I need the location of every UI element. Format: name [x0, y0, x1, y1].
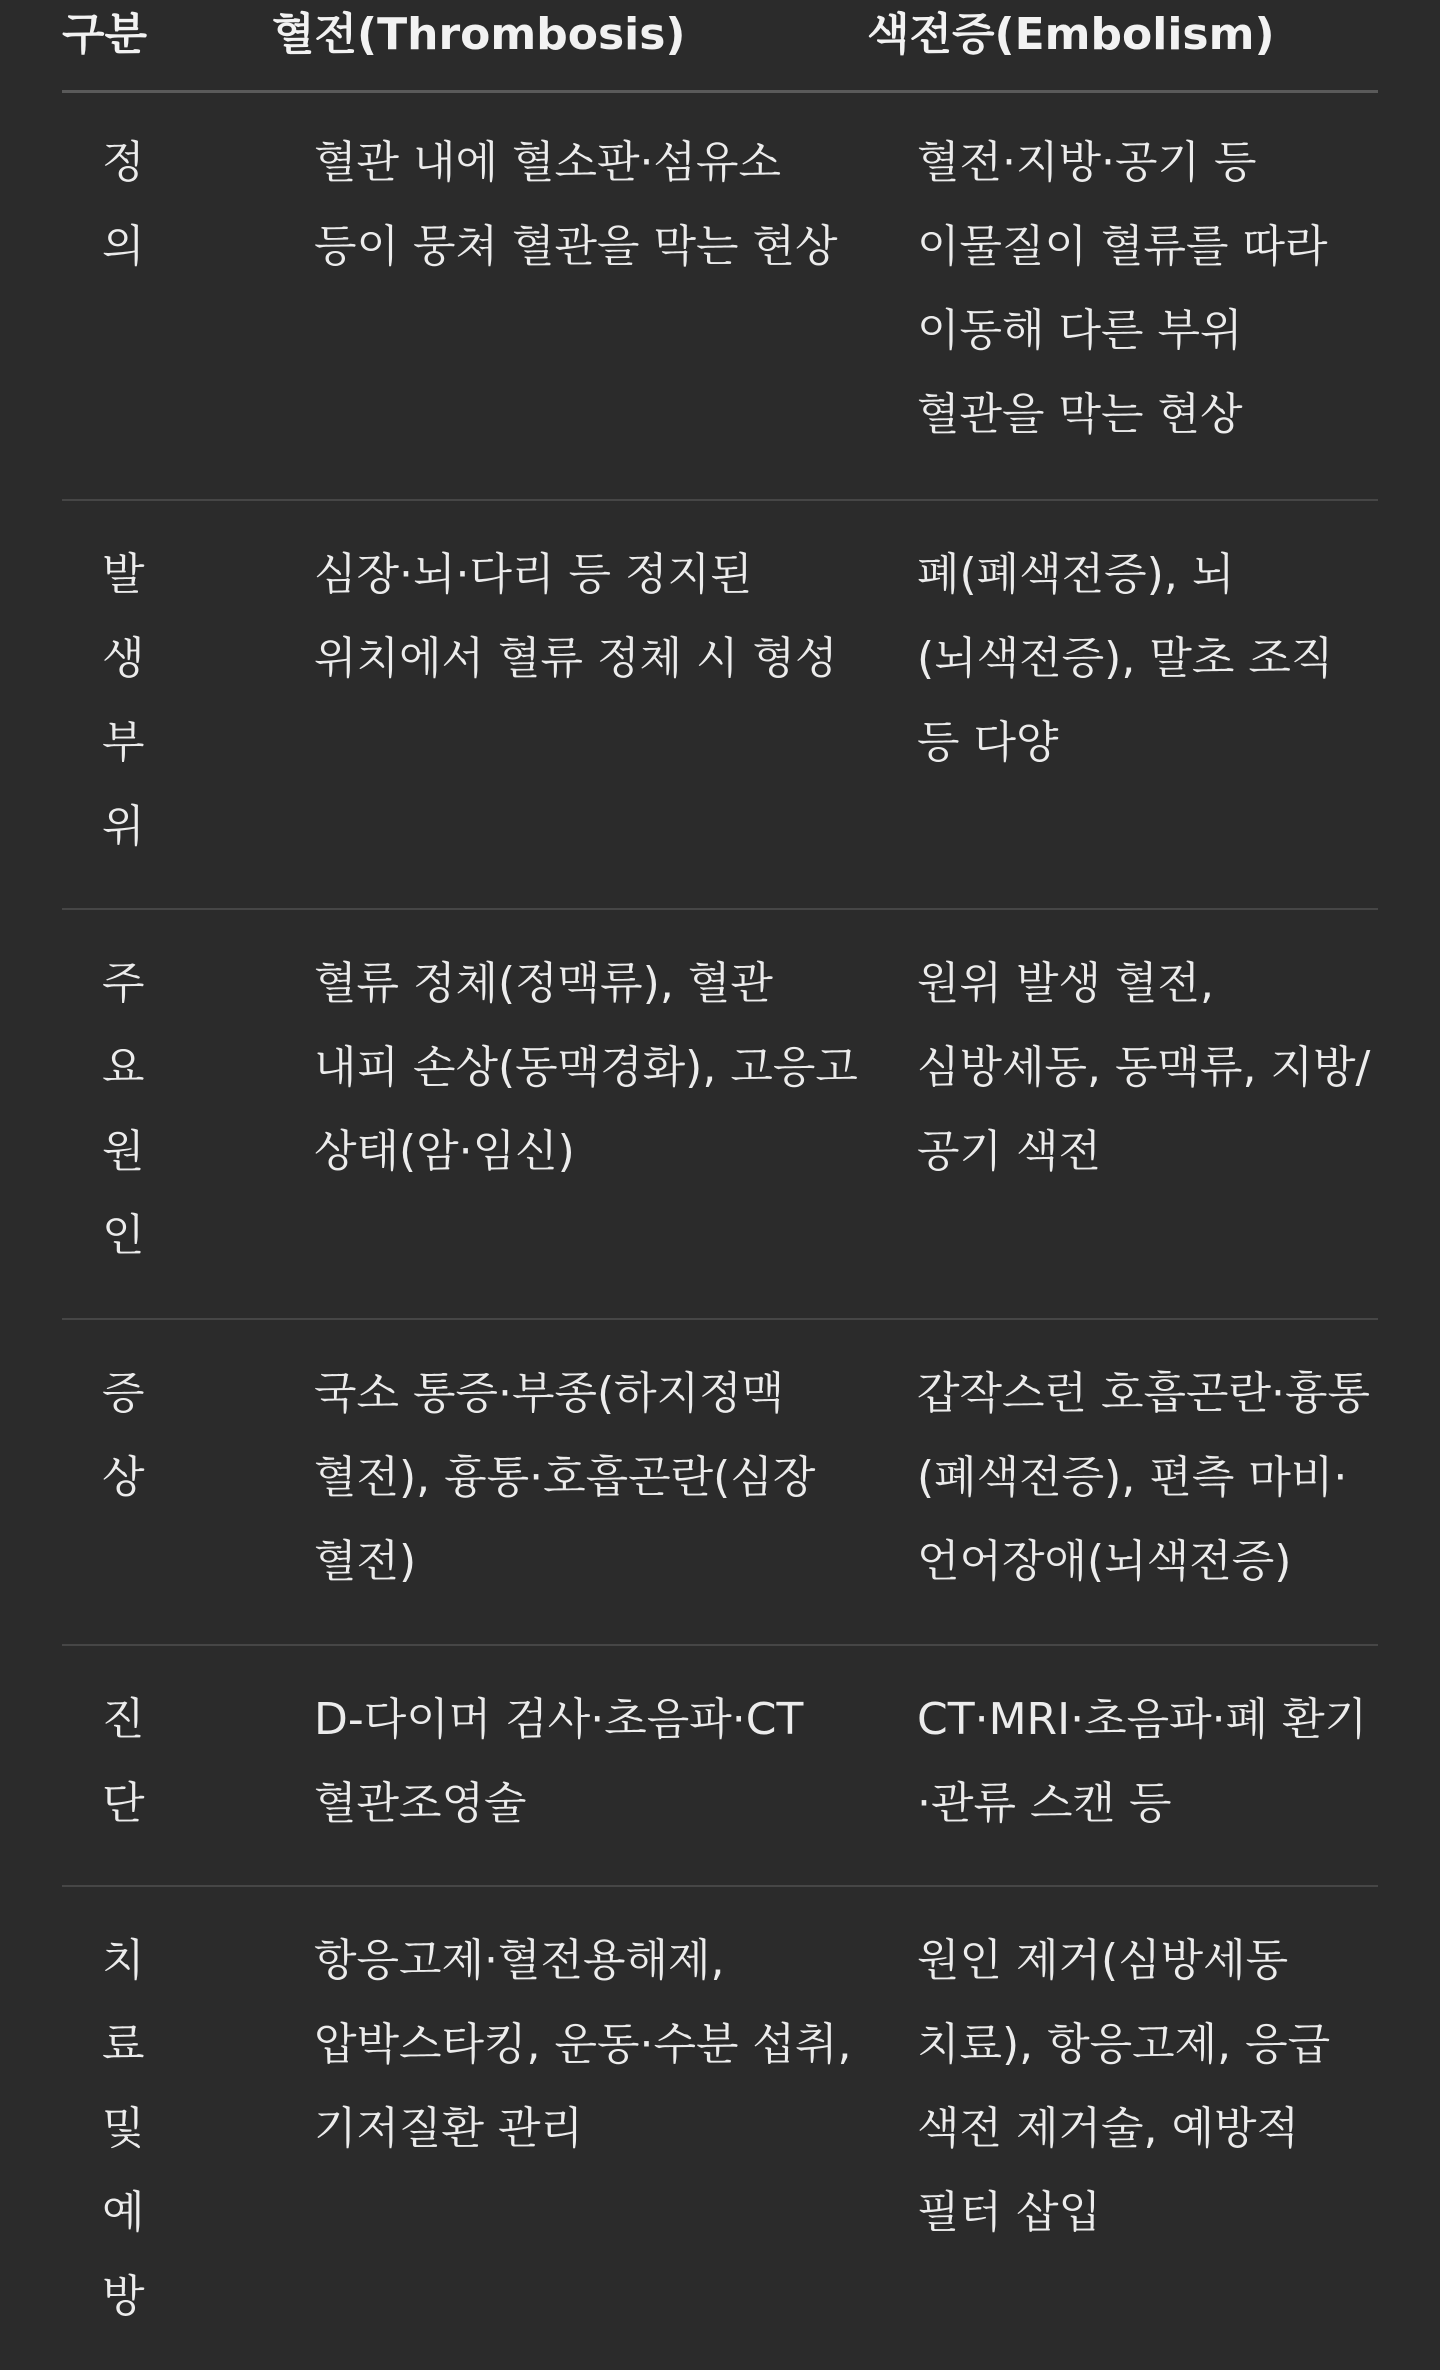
row-thrombosis: 국소 통증·부종(하지정맥 혈전), 흉통·호흡곤란(심장 혈전) — [314, 1368, 816, 1587]
table-row-causes — [62, 910, 1378, 1320]
row-thrombosis: D-다이머 검사·초음파·CT 혈관조영술 — [314, 1694, 804, 1829]
row-embolism: CT·MRI·초음파·폐 환기·관류 스캔 등 — [917, 1694, 1368, 1829]
header-embolism: 색전증(Embolism) — [867, 9, 1275, 60]
row-thrombosis: 심장·뇌·다리 등 정지된 위치에서 혈류 정체 시 형성 — [314, 549, 838, 684]
header-thrombosis: 혈전(Thrombosis) — [272, 9, 686, 60]
table-row-treatment — [62, 1887, 1378, 2370]
row-thrombosis: 항응고제·혈전용해제, 압박스타킹, 운동·수분 섭취, 기저질환 관리 — [314, 1935, 852, 2154]
row-thrombosis: 혈관 내에 혈소판·섬유소 등이 뭉쳐 혈관을 막는 현상 — [314, 137, 838, 272]
row-embolism: 혈전·지방·공기 등 이물질이 혈류를 따라 이동해 다른 부위 혈관을 막는 현상 — [917, 137, 1328, 440]
row-category: 발생부위 — [102, 549, 145, 852]
table-row-site — [62, 501, 1378, 910]
row-category: 정의 — [102, 137, 145, 272]
table-row-definition — [62, 93, 1378, 501]
row-embolism: 원인 제거(심방세동 치료), 항응고제, 응급 색전 제거술, 예방적 필터 삽입 — [917, 1935, 1331, 2238]
table-row-diagnosis — [62, 1646, 1378, 1887]
row-category: 치료및예방 — [102, 1935, 145, 2322]
row-category: 주요원인 — [102, 958, 145, 1261]
row-category: 증상 — [102, 1368, 145, 1503]
row-embolism: 갑작스런 호흡곤란·흉통(폐색전증), 편측 마비·언어장애(뇌색전증) — [917, 1368, 1371, 1587]
comparison-table — [62, 0, 1378, 2370]
table-row-symptoms — [62, 1320, 1378, 1646]
row-embolism: 원위 발생 혈전, 심방세동, 동맥류, 지방/공기 색전 — [917, 958, 1371, 1177]
table-header-row — [62, 0, 1378, 93]
row-category: 진단 — [102, 1694, 145, 1829]
row-embolism: 폐(폐색전증), 뇌(뇌색전증), 말초 조직 등 다양 — [917, 549, 1334, 768]
header-category: 구분 — [62, 9, 148, 60]
row-thrombosis: 혈류 정체(정맥류), 혈관 내피 손상(동맥경화), 고응고 상태(암·임신) — [314, 958, 858, 1177]
